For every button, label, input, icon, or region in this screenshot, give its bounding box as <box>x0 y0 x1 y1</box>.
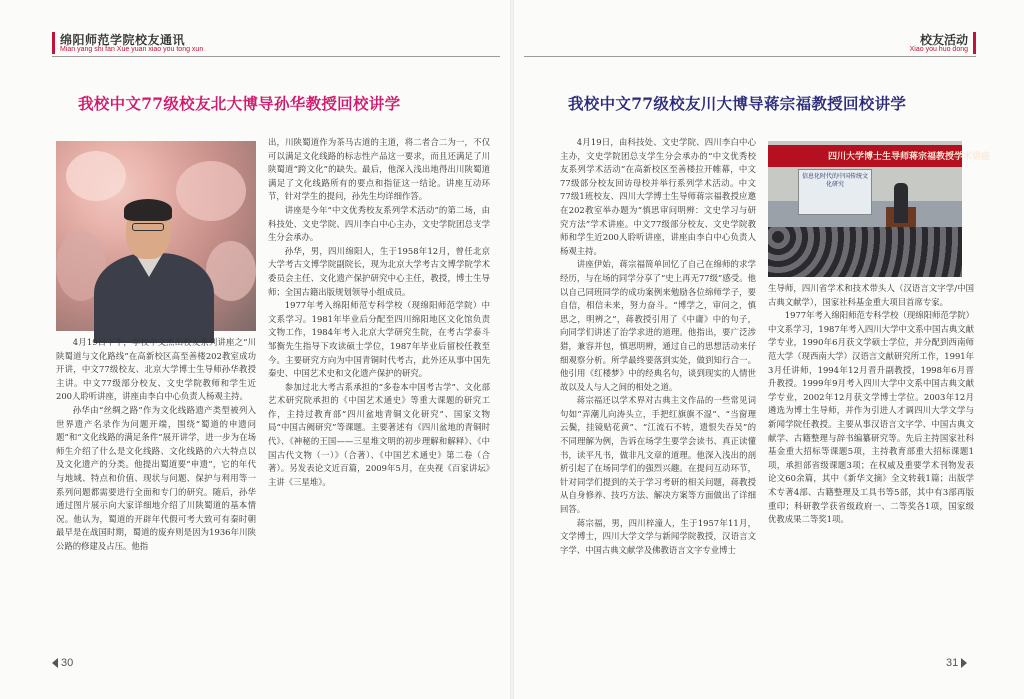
right-header-rule <box>524 56 976 57</box>
photo-screen-text: 信息化时代的中国传统文化研究 <box>801 174 868 188</box>
paragraph: 4月19日下午，学校中文杰出校友系列讲座之“川陕蜀道与文化路线”在高新校区高至善楼202教室成功开讲，中文77级校友、北京大学博士生导师孙华教授主讲。中文77级部分校友、文史学院教师和学生近200人聆听讲座，讲座由李白中心负责人杨观主持。 <box>56 337 256 402</box>
page-number-text: 30 <box>61 657 74 669</box>
paragraph: 讲座伊始，蒋宗福简单回忆了自己在绵师的求学经历，与在场的同学分享了“史上再无77级”感受。他以自己同班同学的成功案例来勉励各位绵师学子，要自信，相信未来，努力奋斗。“博学之，审问之，慎思之，明辨之”，蒋教授引用了《中庸》中的句子，向同学们讲述了治学求进的道理。他指出，要广泛涉猎，兼容并包，慎思明辨，通过自己的思想活动来仔细观察分析。所学最终要落到实处，做到知行合一。他引用《红楼梦》中的经典名句，谈到现实的人情世故以及人与人之间的相处之道。 <box>560 259 756 392</box>
photo-banner-text: 四川大学博士生导师蒋宗福教授学术讲座 <box>828 151 991 161</box>
paragraph: 蒋宗福还以学术界对古典主文作品的一些常见词句如“弄潮儿向涛头立，手把红旗旗不湿”、“当窗理云鬓，挂镜贴花黄”、“江流石不转，遗恨失吞吴”的不同理解为例，告诉在场学生要学会读书、真正读懂书，读平凡书，做非凡文章的道理。他深入浅出的剖析引起了在场同学们的强烈兴趣。在提问互动环节，针对同学们提到的关于学习考研的相关问题，蒋教授从自身修养、技巧方法、解决方案等方面做出了详细回答。 <box>560 395 756 515</box>
right-header <box>886 30 976 56</box>
paragraph: 出，川陕蜀道作为茶马古道的主道，将二者合二为一，不仅可以满足文化线路的标志性产品这一要求，而且还满足了川陕蜀道“跨文化”的缺失。最后，他深入浅出地得出川陕蜀道满足了文化线路所有的要点和指征这一结论。讲座互动环节，针对学生的提问，孙先生均详细作答。 <box>268 137 490 202</box>
header-accent-bar <box>52 32 55 54</box>
right-column-1 <box>560 136 756 646</box>
paragraph: 孙华由“丝绸之路”作为文化线路遗产类型被列入世界遗产名录作为问题开端，围绕“蜀道的申遗问题”和“文化线路的满足条件”展开讲学，进一步为在场师生介绍了什么是文化线路、文化线路的六大特点以及文化遗产的分类。他提出蜀道要“申遗”，它的年代与地域、特点和价值、现状与问题、保护与利用等一系列问题都需要进行全面和专门的研究。随后，孙华通过图片展示向大家详细地介绍了川陕蜀道的基本情况。他认为，蜀道的开辟年代假可考大致可有秦时朝最早是在战国时期，蜀道的废弃则是因为1936年川陕公路的修建及占压。他指 <box>56 404 256 551</box>
page-gutter <box>510 0 514 699</box>
paragraph: 参加过北大考古系承担的“多卷本中国考古学”、文化部艺术研究院承担的《中国艺术通史》等重大课题的研究工作，主持过教育部“四川盆地青铜文化研究”、国家文物局“中国古阙研究”等课题。主要著述有《四川盆地的青铜时代》、《神秘的王国——三星堆文明的初步理解和解释》、《中国古代文物（一）》（合著）、《中国艺术通史》第二卷（合著）。另发表论文近百篇，2009年5月，在央视《百家讲坛》主讲《三星堆》。 <box>268 381 490 487</box>
page-number-text: 31 <box>946 657 959 669</box>
left-header-title: 绵阳师范学院校友通讯 <box>60 33 186 47</box>
paragraph: 1977年考入绵阳师范专科学校（现绵阳师范学院）中文系学习。1981年毕业后分配至四川绵阳地区文化馆负责文物工作，1984年考入北京大学研究生院，在考古学泰斗邹衡先生指导下攻读硕士学位，1987年毕业后留校任教至今。主要研究方向为中国青铜时代考古，此外还从事中国先秦史、中国艺术史和文化遗产保护的研究。 <box>268 300 490 379</box>
paragraph: 蒋宗福，男，四川梓潼人，生于1957年11月，文学博士，四川大学文学与新闻学院教授，汉语言文字学、中国古典文献学及佛教语言文字专业博士 <box>560 517 756 555</box>
lecture-photo <box>768 141 991 277</box>
right-header-pinyin: Xiao you huo dong <box>909 46 968 53</box>
paragraph: 孙华，男，四川绵阳人，生于1958年12月，曾任北京大学考古文博学院副院长，现为北京大学考古文博学院学术委员会主任、文化遗产保护研究中心主任，教授，博士生导师；全国古籍出版规划领导小组成员。 <box>268 245 490 297</box>
arrow-right-icon <box>961 658 967 668</box>
right-page-number <box>946 657 967 669</box>
left-article-title: 我校中文77级校友北大博导孙华教授回校讲学 <box>78 94 401 113</box>
right-article-title: 我校中文77级校友川大博导蒋宗福教授回校讲学 <box>568 94 907 113</box>
portrait-photo <box>56 141 256 331</box>
left-column-1 <box>56 336 256 646</box>
arrow-left-icon <box>52 658 58 668</box>
left-header-rule <box>52 56 500 57</box>
paragraph: 讲座是今年“中文优秀校友系列学术活动”的第二场，由科技处、文史学院、四川李白中心主办，文史学院团总支学生分会承办。 <box>268 204 490 243</box>
left-header-pinyin: Mian yang shi fan Xue yuan xiao you tong xun <box>60 46 204 53</box>
paragraph: 生导师，四川省学术和技术带头人（汉语言文字学/中国古典文献学），国家社科基金重大项目首席专家。 <box>768 283 974 307</box>
left-column-2 <box>268 136 490 566</box>
paragraph: 4月19日，由科技处、文史学院、四川李白中心主办，文史学院团总支学生分会承办的“中文优秀校友系列学术活动”在高新校区至善楼拉开帷幕，中文77级部分校友回访母校并举行系列学术活动。中文77级1班校友、四川大学博士生导师蒋宗福教授应邀在202教室举办题为“慎思审问明辨：文史学习与研究方法”学术讲座。中文77级部分校友、文史学院教师和学生近200人聆听讲座，讲座由李白中心负责人杨观主持。 <box>560 137 756 256</box>
header-accent-bar <box>973 32 976 54</box>
paragraph: 1977年考入绵阳师范专科学校（现绵阳师范学院）中文系学习，1987年考入四川大学中文系中国古典文献学专业，1990年6月获文学硕士学位，并分配到西南师范大学（现西南大学）汉语言文献研究所工作，1991年3月任讲师，1994年12月晋升副教授，1998年6月晋升教授。1999年9月考入四川大学中文系中国古典文献学专业，2002年12月获文学博士学位。2003年12月遴选为博士生导师，并作为引进人才调四川大学文学与新闻学院任教授。主要从事汉语言文字学、中国古典文献学、古籍整理与辞书编纂研究等。先后主持国家社科基金重大招标等课题5项，主持教育部重大招标课题1项，承担部省级课题3项；在权威及重要学术刊物发表论文60余篇，其中《新华文摘》全文转载1篇；出版学术专著4部、古籍整理及工具书等5部，其中有3部再版重印；科研教学获省级政府一、二等奖各1项，国家级优教成果二等奖1项。 <box>768 310 974 525</box>
right-header-title: 校友活动 <box>919 33 968 47</box>
left-page-number <box>52 657 73 669</box>
right-column-2 <box>768 282 974 582</box>
